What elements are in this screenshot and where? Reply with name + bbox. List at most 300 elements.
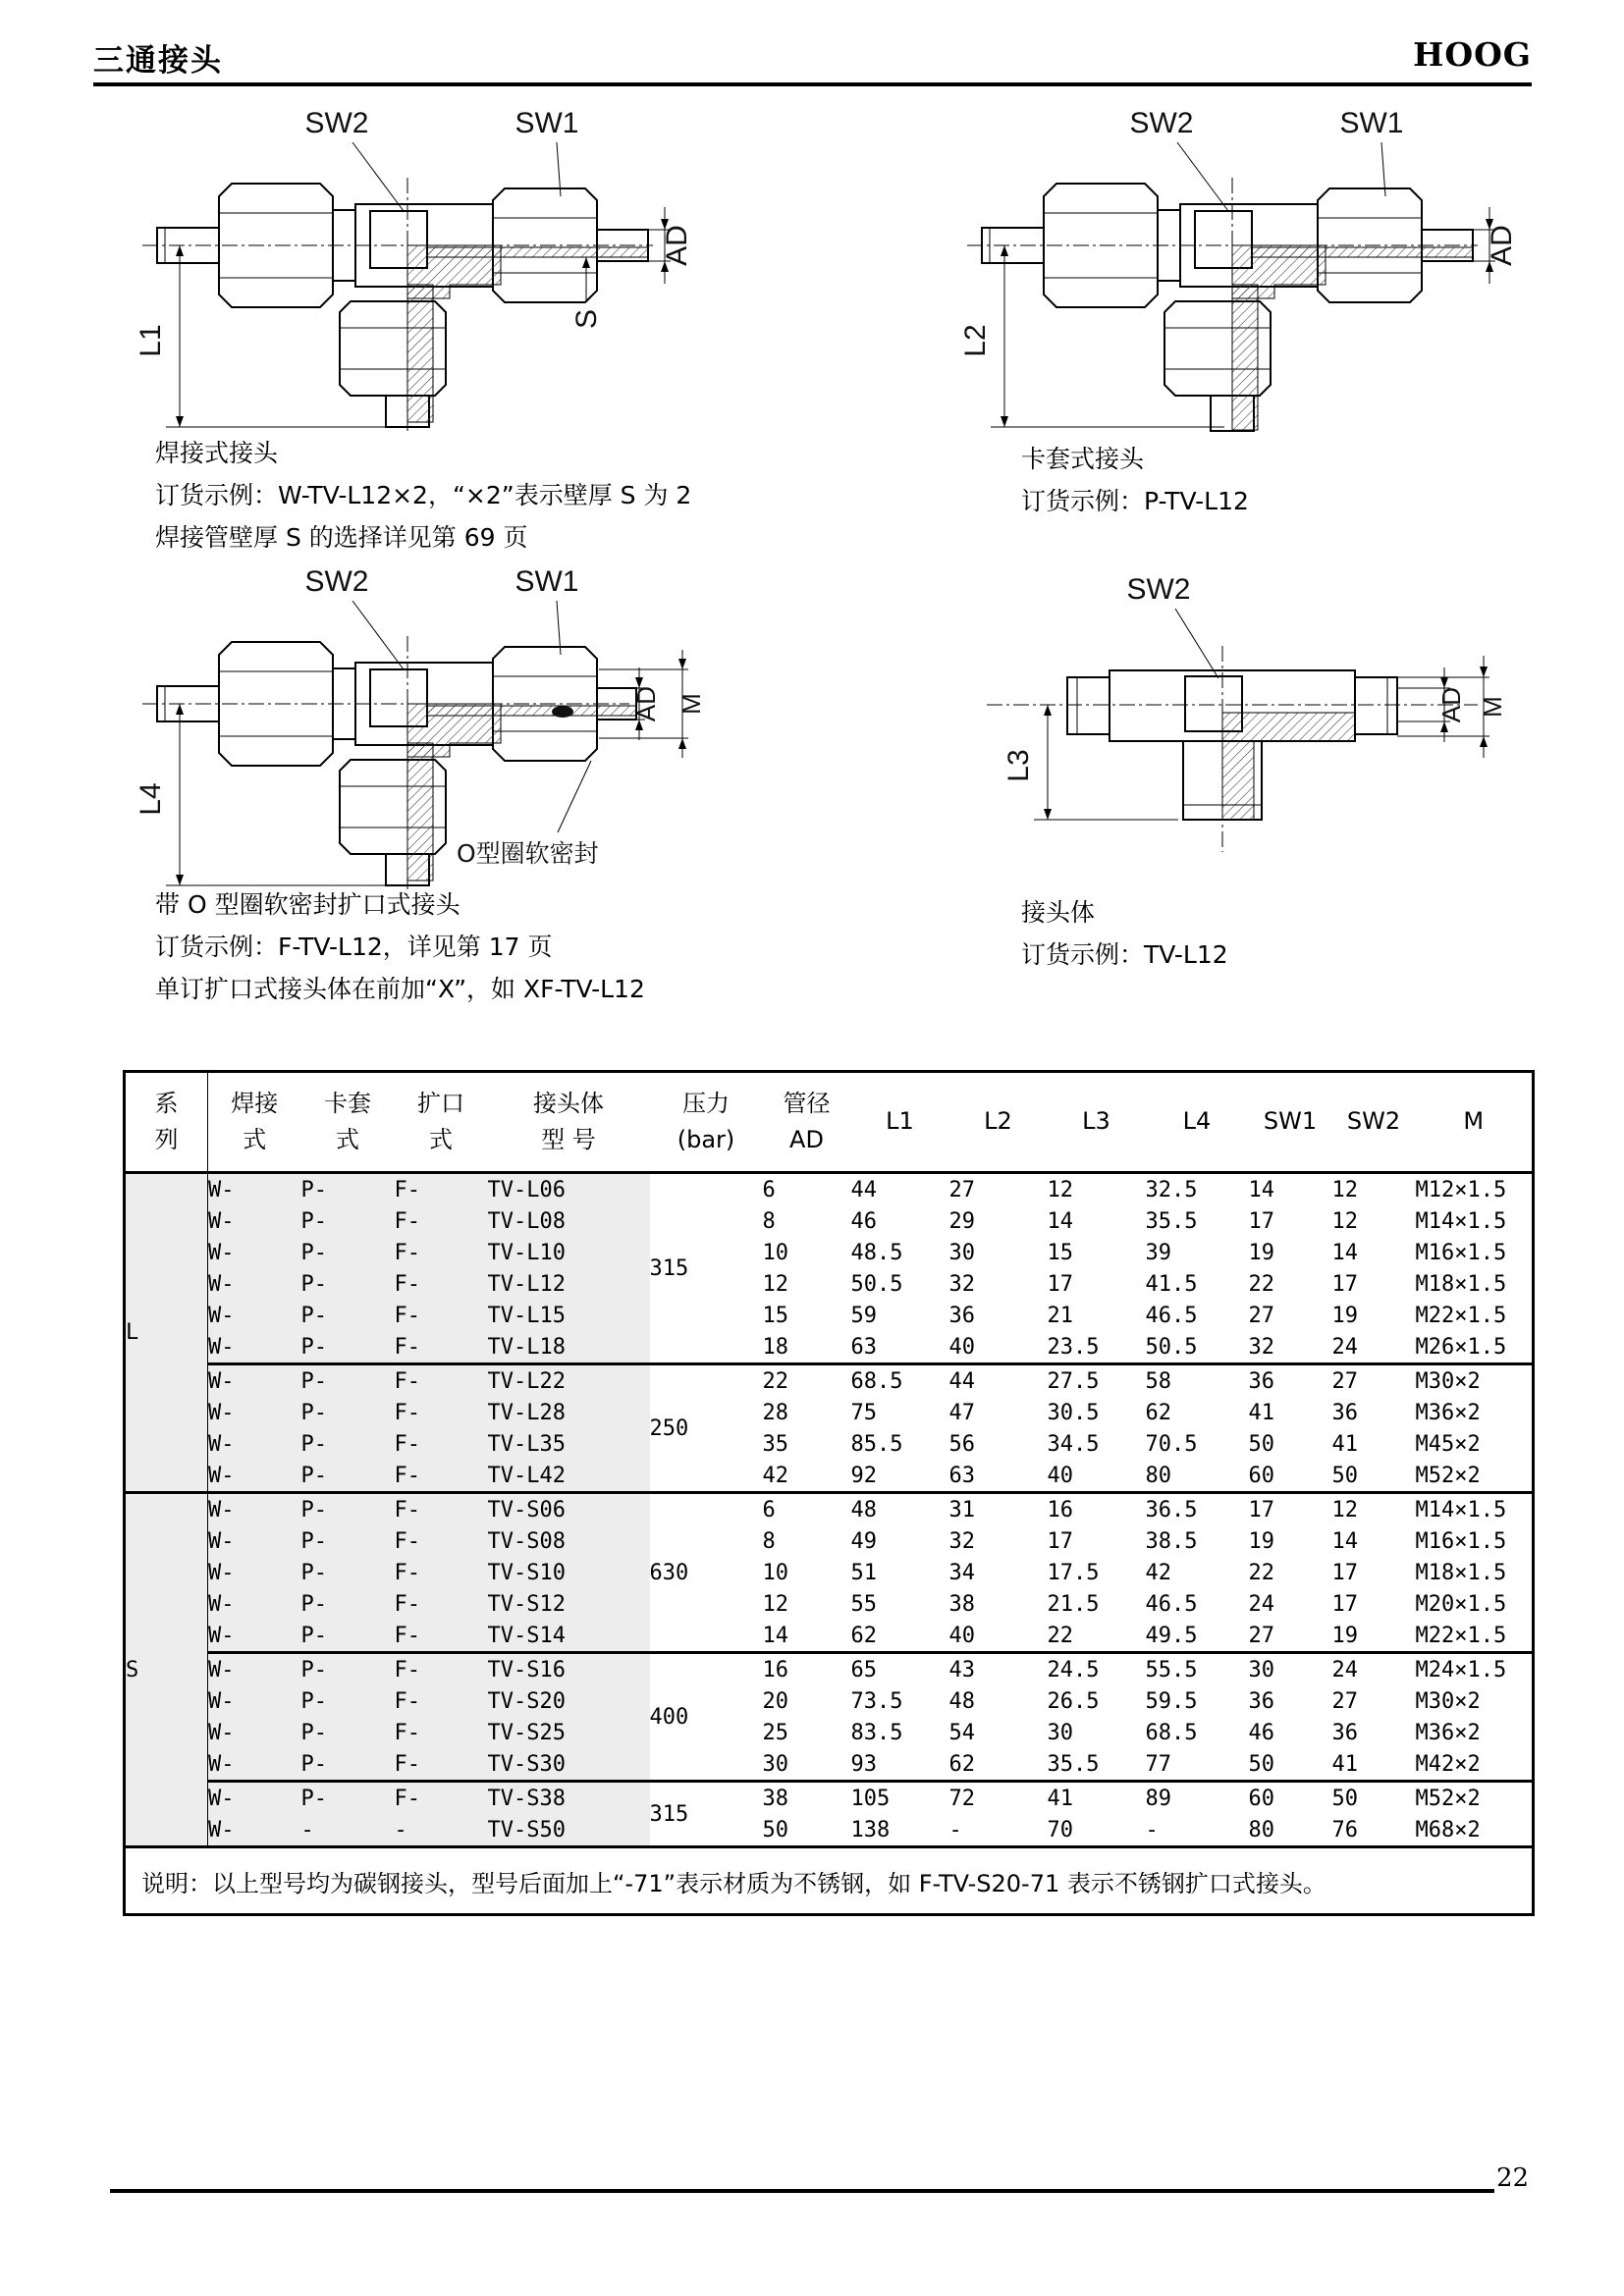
cell: 24.5 <box>1048 1653 1146 1686</box>
table-row <box>125 1460 1534 1493</box>
cell: 36 <box>1331 1400 1358 1425</box>
page-number: 22 <box>1496 2163 1530 2193</box>
cell: F- <box>395 1748 488 1782</box>
cell: 42 <box>762 1463 788 1488</box>
cell: 62 <box>1145 1400 1171 1425</box>
cell: W- <box>208 1588 301 1620</box>
cell: 41 <box>1331 1751 1358 1777</box>
header-cell: 管径 AD <box>763 1072 851 1173</box>
cell: 50 <box>762 1817 788 1842</box>
pressure-cell: 630 <box>650 1493 763 1653</box>
cell: F- <box>395 1364 488 1398</box>
cell: 83.5 <box>850 1720 903 1745</box>
cell: 35 <box>762 1431 788 1457</box>
o-ring-seal <box>552 706 573 718</box>
header-cell: 卡套 式 <box>301 1072 395 1173</box>
header-cell: 压力 (bar) <box>650 1072 763 1173</box>
cell: 59 <box>850 1303 877 1328</box>
cell: 15 <box>762 1303 788 1328</box>
cell: 44 <box>949 1364 1048 1398</box>
cell: 14 <box>1331 1528 1358 1554</box>
cell: 85.5 <box>850 1431 903 1457</box>
cell: 35.5 <box>1145 1208 1198 1234</box>
cell: W- <box>208 1620 301 1653</box>
cell: 54 <box>948 1720 975 1745</box>
cell: 49 <box>850 1528 877 1554</box>
cell: 24 <box>1332 1653 1416 1686</box>
cell: 27 <box>1331 1688 1358 1714</box>
cell: 30 <box>762 1751 788 1777</box>
table-note: 说明：以上型号均为碳钢接头，型号后面加上“-71”表示材质为不锈钢，如 F-TV-S20-71 表示不锈钢扩口式接头。 <box>125 1847 1534 1915</box>
cell: 46.5 <box>1145 1303 1198 1328</box>
cell: 32 <box>1248 1334 1274 1360</box>
table-body <box>125 1173 1534 1847</box>
cell: 35.5 <box>1047 1751 1100 1777</box>
cell: P- <box>301 1364 395 1398</box>
cell: TV-L10 <box>488 1237 650 1268</box>
cell: TV-L42 <box>488 1460 650 1493</box>
cell: TV-L06 <box>488 1173 650 1206</box>
cell: 19 <box>1248 1528 1274 1554</box>
cell: F- <box>395 1331 488 1364</box>
cell: M18×1.5 <box>1415 1271 1507 1297</box>
cell: 14 <box>762 1623 788 1648</box>
cell: TV-S14 <box>488 1620 650 1653</box>
cell: 22 <box>1248 1271 1274 1297</box>
label-sw1: SW1 <box>514 565 579 598</box>
cell: TV-L08 <box>488 1205 650 1237</box>
cell: 17 <box>1331 1591 1358 1617</box>
cell: 38 <box>948 1591 975 1617</box>
cell: M16×1.5 <box>1415 1240 1507 1265</box>
cell: 50 <box>1332 1782 1416 1815</box>
cell: 55 <box>850 1591 877 1617</box>
cell: 32.5 <box>1145 1177 1198 1202</box>
table-row <box>125 1268 1534 1300</box>
cell: 50 <box>1248 1431 1274 1457</box>
cell: 6 <box>763 1493 851 1526</box>
cell: 60 <box>1249 1782 1332 1815</box>
cell: F- <box>395 1173 488 1206</box>
cell: 12 <box>1331 1208 1358 1234</box>
o-ring-annotation: O型圈软密封 <box>457 839 599 868</box>
header-cell: L1 <box>851 1072 949 1173</box>
cell: TV-S25 <box>488 1717 650 1748</box>
caption-line: 焊接式接头 <box>155 439 279 467</box>
cell: 19 <box>1331 1623 1358 1648</box>
cell: TV-L12 <box>488 1268 650 1300</box>
table-row <box>125 1493 1534 1526</box>
cell: M16×1.5 <box>1415 1528 1507 1554</box>
cell: 34 <box>948 1560 975 1585</box>
cell: P- <box>301 1717 395 1748</box>
diagram-fitting-body <box>928 558 1537 881</box>
cell: 32 <box>948 1528 975 1554</box>
caption-line: 焊接管壁厚 S 的选择详见第 69 页 <box>155 523 528 552</box>
cell: F- <box>395 1620 488 1653</box>
cell: W- <box>208 1428 301 1460</box>
dim-label-l3: L3 <box>1002 749 1035 782</box>
dim-label-ad: AD <box>1486 225 1518 266</box>
cell: 19 <box>1248 1240 1274 1265</box>
cell: 80 <box>1248 1817 1274 1842</box>
cell: 28 <box>762 1400 788 1425</box>
cell: 22 <box>763 1364 851 1398</box>
cell: W- <box>208 1525 301 1557</box>
table-row <box>125 1557 1534 1588</box>
cell: 50.5 <box>1145 1334 1198 1360</box>
cell: 41.5 <box>1145 1271 1198 1297</box>
cell: F- <box>395 1588 488 1620</box>
cell: P- <box>301 1653 395 1686</box>
cell: P- <box>301 1397 395 1428</box>
cell: 38 <box>763 1782 851 1815</box>
cell: 14 <box>1331 1240 1358 1265</box>
cell: M36×2 <box>1415 1400 1481 1425</box>
cell: 22 <box>1047 1623 1073 1648</box>
cell: 65 <box>851 1653 949 1686</box>
cell: P- <box>301 1782 395 1815</box>
caption-ferrule-type <box>1021 438 1249 522</box>
header-cell: L2 <box>949 1072 1048 1173</box>
cell: F- <box>395 1493 488 1526</box>
cell: W- <box>208 1493 301 1526</box>
label-sw2: SW2 <box>304 107 369 139</box>
cell: 6 <box>762 1177 776 1202</box>
cell: 27 <box>1248 1303 1274 1328</box>
cell: W- <box>208 1782 301 1815</box>
dim-label-ad: AD <box>1436 686 1466 723</box>
spec-table <box>123 1070 1535 1916</box>
cell: F- <box>395 1397 488 1428</box>
cell: 48 <box>948 1688 975 1714</box>
label-sw1: SW1 <box>514 107 579 139</box>
cell: M14×1.5 <box>1415 1208 1507 1234</box>
cell: - <box>948 1817 962 1842</box>
cell: TV-S30 <box>488 1748 650 1782</box>
cell: 92 <box>850 1463 877 1488</box>
cell: 89 <box>1146 1782 1249 1815</box>
cell: 20 <box>762 1688 788 1714</box>
cell: 27 <box>1332 1364 1416 1398</box>
cell: 27 <box>1248 1623 1274 1648</box>
cell: P- <box>301 1620 395 1653</box>
cell: M20×1.5 <box>1415 1591 1507 1617</box>
cell: M12×1.5 <box>1415 1177 1507 1202</box>
cell: 14 <box>1248 1177 1274 1202</box>
cell: P- <box>301 1173 395 1206</box>
cell: 17 <box>1331 1271 1358 1297</box>
cell: 68.5 <box>1145 1720 1198 1745</box>
footer-rule <box>110 2189 1494 2193</box>
cell: W- <box>208 1397 301 1428</box>
cell: 72 <box>949 1782 1048 1815</box>
cell: 23.5 <box>1047 1334 1100 1360</box>
cell: 17 <box>1248 1208 1274 1234</box>
cell: W- <box>208 1460 301 1493</box>
cell: P- <box>301 1685 395 1717</box>
caption-fitting-body <box>1021 891 1228 976</box>
cell: 105 <box>851 1782 949 1815</box>
cell: F- <box>395 1268 488 1300</box>
cell: 17 <box>1331 1560 1358 1585</box>
cell: 48 <box>851 1493 949 1526</box>
cell: 17 <box>1047 1271 1073 1297</box>
note-row <box>125 1847 1534 1915</box>
cell: M22×1.5 <box>1415 1623 1507 1648</box>
cell: 30.5 <box>1047 1400 1100 1425</box>
header-cell: M <box>1416 1072 1534 1173</box>
cell: M30×2 <box>1415 1688 1481 1714</box>
dim-label-l2: L2 <box>959 324 992 357</box>
label-sw1: SW1 <box>1339 107 1404 139</box>
cell: F- <box>395 1205 488 1237</box>
cell: W- <box>208 1173 301 1206</box>
cell: P- <box>301 1460 395 1493</box>
cell: P- <box>301 1493 395 1526</box>
dim-label-ad: AD <box>661 225 693 266</box>
cell: M26×1.5 <box>1415 1334 1507 1360</box>
cell: - <box>1145 1817 1159 1842</box>
pressure-cell: 400 <box>650 1653 763 1782</box>
cell: P- <box>301 1748 395 1782</box>
cell: 75 <box>850 1400 877 1425</box>
cell: P- <box>301 1300 395 1331</box>
table-row <box>125 1620 1534 1653</box>
cell: 36 <box>948 1303 975 1328</box>
cell: 8 <box>762 1528 776 1554</box>
table-row <box>125 1205 1534 1237</box>
cell: 27 <box>948 1177 975 1202</box>
cell: 19 <box>1331 1303 1358 1328</box>
cell: 48.5 <box>850 1240 903 1265</box>
cell: TV-L15 <box>488 1300 650 1331</box>
cell: 8 <box>762 1208 776 1234</box>
header-cell: 扩口 式 <box>395 1072 488 1173</box>
cell: P- <box>301 1331 395 1364</box>
dim-label-s: S <box>570 308 603 330</box>
cell: P- <box>301 1525 395 1557</box>
table-row <box>125 1782 1534 1815</box>
table-row <box>125 1717 1534 1748</box>
cell: M68×2 <box>1415 1817 1481 1842</box>
cell: M52×2 <box>1416 1782 1534 1815</box>
cell: 43 <box>949 1653 1048 1686</box>
cell: 50 <box>1248 1751 1274 1777</box>
caption-line: 订货示例：F-TV-L12，详见第 17 页 <box>155 933 553 961</box>
cell: 40 <box>948 1334 975 1360</box>
cell: 12 <box>1331 1177 1358 1202</box>
diagram-ferrule-type <box>928 93 1537 435</box>
cell: 36.5 <box>1146 1493 1249 1526</box>
cell: TV-S16 <box>488 1653 650 1686</box>
cell: W- <box>208 1300 301 1331</box>
cell: F- <box>395 1460 488 1493</box>
cell: 62 <box>850 1623 877 1648</box>
cell: P- <box>301 1205 395 1237</box>
table-row <box>125 1685 1534 1717</box>
cell: 30 <box>1047 1720 1073 1745</box>
label-sw2: SW2 <box>1129 107 1194 139</box>
dim-label-l4: L4 <box>135 782 167 816</box>
cell: 30 <box>1249 1653 1332 1686</box>
cell: 56 <box>948 1431 975 1457</box>
cell: P- <box>301 1428 395 1460</box>
cell: 46 <box>850 1208 877 1234</box>
cell: W- <box>208 1557 301 1588</box>
cell: 40 <box>1047 1463 1073 1488</box>
cell: 10 <box>762 1240 788 1265</box>
page-title: 三通接头 <box>93 43 223 79</box>
cell: 138 <box>850 1817 891 1842</box>
cell: 12 <box>762 1591 788 1617</box>
cell: 39 <box>1145 1240 1171 1265</box>
cell: F- <box>395 1782 488 1815</box>
brand-logo: HOOG <box>1413 35 1532 74</box>
cell: 70 <box>1047 1817 1073 1842</box>
caption-line: 卡套式接头 <box>1021 445 1145 473</box>
cell: M14×1.5 <box>1416 1493 1534 1526</box>
cell: 29 <box>948 1208 975 1234</box>
cell: W- <box>208 1685 301 1717</box>
cell: M52×2 <box>1415 1463 1481 1488</box>
cell: P- <box>301 1557 395 1588</box>
cell: 73.5 <box>850 1688 903 1714</box>
caption-line: 单订扩口式接头体在前加“X”，如 XF-TV-L12 <box>155 975 645 1003</box>
header-cell: 系 列 <box>125 1072 208 1173</box>
cell: TV-L18 <box>488 1331 650 1364</box>
cell: F- <box>395 1300 488 1331</box>
cell: 36 <box>1249 1364 1332 1398</box>
cell: F- <box>395 1717 488 1748</box>
cell: F- <box>395 1653 488 1686</box>
header-cell: SW2 <box>1332 1072 1416 1173</box>
cell: TV-L28 <box>488 1397 650 1428</box>
table-row <box>125 1525 1534 1557</box>
cell: W- <box>208 1205 301 1237</box>
diagram-flared-type <box>103 552 712 893</box>
cell: F- <box>395 1685 488 1717</box>
header-cell: SW1 <box>1249 1072 1332 1173</box>
cell: TV-S06 <box>488 1493 650 1526</box>
cell: 49.5 <box>1145 1623 1198 1648</box>
cell: 16 <box>1048 1493 1146 1526</box>
cell: 80 <box>1145 1463 1171 1488</box>
cell: P- <box>301 1588 395 1620</box>
cell: TV-L22 <box>488 1364 650 1398</box>
dim-label-m: M <box>677 693 706 715</box>
cell: 18 <box>762 1334 788 1360</box>
table-row <box>125 1173 1534 1206</box>
cell: 58 <box>1146 1364 1249 1398</box>
caption-line: 订货示例：P-TV-L12 <box>1021 487 1249 515</box>
cell: 41 <box>1048 1782 1146 1815</box>
cell: TV-S12 <box>488 1588 650 1620</box>
cell: W- <box>208 1268 301 1300</box>
cell: 63 <box>948 1463 975 1488</box>
table-row <box>125 1653 1534 1686</box>
cell: 21.5 <box>1047 1591 1100 1617</box>
cell: 42 <box>1145 1560 1171 1585</box>
cell: 24 <box>1331 1334 1358 1360</box>
cell: 55.5 <box>1146 1653 1249 1686</box>
header-cell: 焊接 式 <box>208 1072 301 1173</box>
cell: 36 <box>1331 1720 1358 1745</box>
header-cell: L4 <box>1146 1072 1249 1173</box>
cell: M18×1.5 <box>1415 1560 1507 1585</box>
cell: P- <box>301 1268 395 1300</box>
cell: TV-S38 <box>488 1782 650 1815</box>
series-cell: L <box>125 1173 208 1493</box>
cell: 63 <box>850 1334 877 1360</box>
cell: 41 <box>1331 1431 1358 1457</box>
pressure-cell: 250 <box>650 1364 763 1493</box>
cell: M30×2 <box>1416 1364 1534 1398</box>
cell: 16 <box>763 1653 851 1686</box>
pressure-cell: 315 <box>649 1255 689 1281</box>
cell: 62 <box>948 1751 975 1777</box>
caption-line: 带 O 型圈软密封扩口式接头 <box>155 890 460 919</box>
cell: 51 <box>850 1560 877 1585</box>
cell: M36×2 <box>1415 1720 1481 1745</box>
cell: P- <box>301 1237 395 1268</box>
cell: 14 <box>1047 1208 1073 1234</box>
cell: 36 <box>1248 1688 1274 1714</box>
cell: 31 <box>949 1493 1048 1526</box>
cell: 93 <box>850 1751 877 1777</box>
label-sw2: SW2 <box>304 565 369 598</box>
cell: TV-S20 <box>488 1685 650 1717</box>
cell: 59.5 <box>1145 1688 1198 1714</box>
cell: TV-S08 <box>488 1525 650 1557</box>
cell: 44 <box>850 1177 877 1202</box>
cell: M24×1.5 <box>1416 1653 1534 1686</box>
caption-line: 订货示例：W-TV-L12×2，“×2”表示壁厚 S 为 2 <box>155 481 692 509</box>
cell: W- <box>208 1653 301 1686</box>
cell: 46 <box>1248 1720 1274 1745</box>
cell: W- <box>208 1748 301 1782</box>
caption-line: 接头体 <box>1021 898 1096 927</box>
table-row <box>125 1397 1534 1428</box>
cell: 32 <box>948 1271 975 1297</box>
table-row <box>125 1814 1534 1847</box>
cell: TV-S10 <box>488 1557 650 1588</box>
cell: 17.5 <box>1047 1560 1100 1585</box>
cell: 50 <box>1331 1463 1358 1488</box>
cell: 26.5 <box>1047 1688 1100 1714</box>
cell: 25 <box>762 1720 788 1745</box>
table-row <box>125 1588 1534 1620</box>
header-cell: 接头体 型 号 <box>488 1072 650 1173</box>
cell: M22×1.5 <box>1415 1303 1507 1328</box>
cell: 15 <box>1047 1240 1073 1265</box>
cell: 41 <box>1248 1400 1274 1425</box>
table-row <box>125 1237 1534 1268</box>
caption-line: 订货示例：TV-L12 <box>1021 940 1228 969</box>
cell: 12 <box>1332 1493 1416 1526</box>
table-header-row <box>125 1072 1534 1173</box>
dim-label-m: M <box>1478 696 1507 718</box>
cell: 12 <box>762 1271 788 1297</box>
cell: 27.5 <box>1048 1364 1146 1398</box>
header-rule <box>93 82 1532 86</box>
dim-label-ad: AD <box>631 685 661 722</box>
caption-flared-type <box>155 883 645 1010</box>
cell: W- <box>208 1814 301 1847</box>
cell: F- <box>395 1428 488 1460</box>
cell: - <box>301 1814 395 1847</box>
header-cell: L3 <box>1048 1072 1146 1173</box>
